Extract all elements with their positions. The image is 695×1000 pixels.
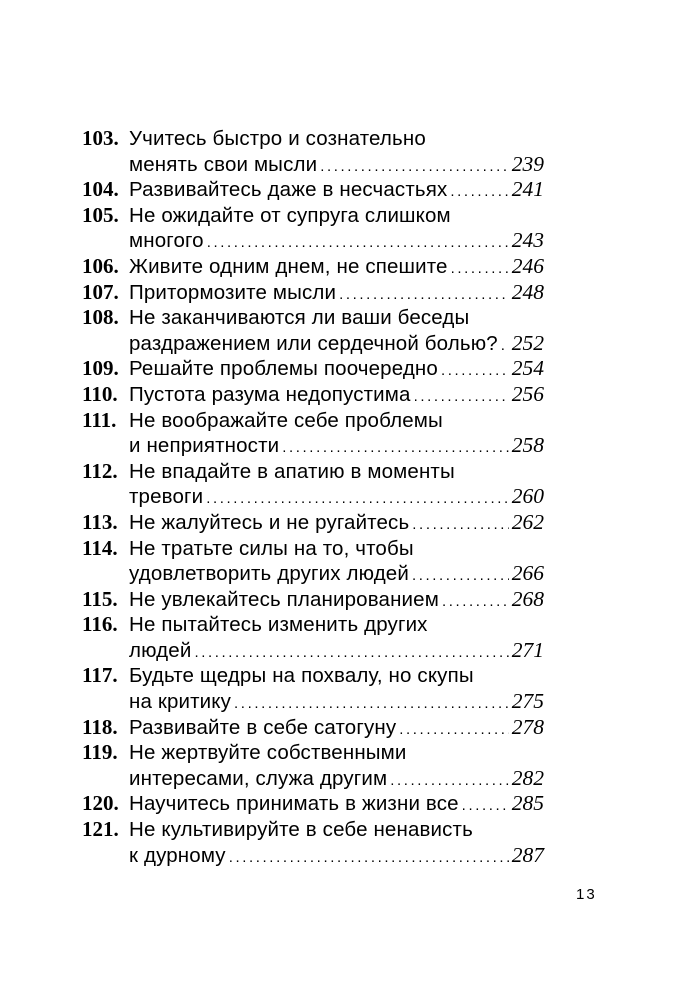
dot-leader [451,261,509,276]
dot-leader [399,722,509,737]
entry-page: 266 [511,561,544,586]
entry-number: 108. [82,305,119,330]
dot-leader [320,159,509,174]
toc-line [82,689,544,715]
entry-title: Притормозите мысли [129,280,337,304]
entry-number: 114. [82,535,118,560]
toc-line [82,638,544,664]
entry-title: Не пытайтесь изменить других [129,613,428,637]
dot-leader [412,517,508,532]
entry-title: Не культивируйте в себе ненависть [129,818,473,842]
toc-line [82,177,544,203]
dot-leader [462,798,509,813]
toc-entry [82,305,544,356]
dot-leader [207,235,509,250]
toc-line [82,791,544,817]
entry-number: 119. [82,740,118,765]
toc-entry [82,356,544,382]
entry-page: 268 [511,586,544,611]
toc-line [82,433,544,459]
entry-title: Учитесь быстро и сознательно [129,127,426,150]
entry-title: раздражением или сердечной болью? [129,331,498,355]
entry-number: 110. [82,381,118,406]
entry-title: Не впадайте в апатию в моменты [129,459,455,483]
toc-line [82,843,544,869]
table-of-contents [82,126,544,868]
dot-leader [414,389,509,404]
entry-number: 105. [82,202,119,227]
toc-line [82,228,544,254]
dot-leader [501,338,509,353]
dot-leader [450,184,508,199]
dot-leader [390,773,509,788]
entry-title: к дурному [129,843,226,867]
entry-number: 116. [82,612,118,637]
dot-leader [441,363,509,378]
toc-line [82,561,544,587]
entry-number: 104. [82,177,119,202]
toc-entry [82,587,544,613]
entry-number: 106. [82,253,119,278]
entry-number: 103. [82,126,119,150]
entry-title: Не воображайте себе проблемы [129,408,443,432]
toc-line [82,715,544,741]
toc-line [82,536,544,562]
entry-title: на критику [129,690,232,714]
entry-title: Не тратьте силы на то, чтобы [129,536,414,560]
entry-title: тревоги [129,485,204,509]
toc-entry [82,663,544,714]
entry-title: интересами, служа другим [129,766,388,790]
toc-line [82,152,544,178]
toc-line [82,740,544,766]
entry-title: Не жертвуйте собственными [129,741,407,765]
toc-entry [82,536,544,587]
toc-entry [82,715,544,741]
entry-title: Живите одним днем, не спешите [129,254,448,278]
toc-line [82,408,544,434]
toc-entry [82,382,544,408]
entry-number: 120. [82,791,119,816]
entry-title: Развивайте в себе сатогуну [129,715,397,739]
entry-number: 109. [82,356,119,381]
entry-page: 262 [511,509,544,534]
entry-title: Будьте щедры на похвалу, но скупы [129,664,474,688]
entry-title: Не заканчиваются ли ваши беседы [129,306,470,330]
entry-page: 246 [511,253,544,278]
toc-entry [82,126,544,177]
toc-line [82,766,544,792]
entry-page: 252 [511,330,544,355]
toc-line [82,382,544,408]
entry-title: Не ожидайте от супруга слишком [129,203,451,227]
entry-page: 258 [511,433,544,458]
dot-leader [206,491,509,506]
entry-title: Пустота разума недопустима [129,382,411,406]
entry-title: Решайте проблемы поочередно [129,357,438,381]
entry-title: людей [129,638,192,662]
entry-number: 118. [82,714,118,739]
toc-entry [82,510,544,536]
toc-line [82,126,544,152]
entry-page: 256 [511,381,544,406]
entry-page: 248 [511,279,544,304]
entry-page: 254 [511,356,544,381]
entry-title: Не жалуйтесь и не ругайтесь [129,510,410,534]
entry-page: 239 [511,151,544,176]
toc-line [82,587,544,613]
entry-page: 243 [511,228,544,253]
toc-line [82,305,544,331]
entry-title: Научитесь принимать в жизни все [129,792,459,816]
entry-number: 112. [82,458,118,483]
toc-line [82,280,544,306]
dot-leader [234,696,509,711]
toc-line [82,203,544,229]
toc-entry [82,280,544,306]
toc-entry [82,203,544,254]
dot-leader [229,850,509,865]
toc-entry [82,254,544,280]
dot-leader [194,645,508,660]
entry-number: 121. [82,817,119,842]
entry-page: 278 [511,714,544,739]
entry-title: удовлетворить других людей [129,562,409,586]
dot-leader [442,594,509,609]
toc-entry [82,791,544,817]
entry-title: Развивайтесь даже в несчастьях [129,178,448,202]
toc-line [82,817,544,843]
entry-number: 115. [82,586,118,611]
entry-page: 260 [511,484,544,509]
toc-line [82,459,544,485]
toc-entry [82,740,544,791]
toc-entry [82,408,544,459]
entry-number: 117. [82,663,118,688]
toc-entry [82,177,544,203]
toc-line [82,484,544,510]
entry-page: 287 [511,842,544,867]
toc-line [82,254,544,280]
entry-number: 113. [82,509,118,534]
toc-line [82,331,544,357]
toc-line [82,510,544,536]
toc-line [82,612,544,638]
dot-leader [282,440,509,455]
entry-page: 271 [511,637,544,662]
entry-number: 111. [82,407,117,432]
entry-title: и неприятности [129,434,280,458]
entry-title: Не увлекайтесь планированием [129,587,439,611]
page-number: 13 [576,886,597,903]
dot-leader [339,287,509,302]
toc-entry [82,459,544,510]
toc-entry [82,612,544,663]
dot-leader [412,568,509,583]
entry-number: 107. [82,279,119,304]
entry-page: 275 [511,689,544,714]
entry-title: многого [129,229,204,253]
toc-entry [82,817,544,868]
toc-line [82,356,544,382]
entry-page: 241 [511,177,544,202]
entry-page: 285 [511,791,544,816]
entry-page: 282 [511,765,544,790]
entry-title: менять свои мысли [129,152,318,176]
toc-line [82,663,544,689]
